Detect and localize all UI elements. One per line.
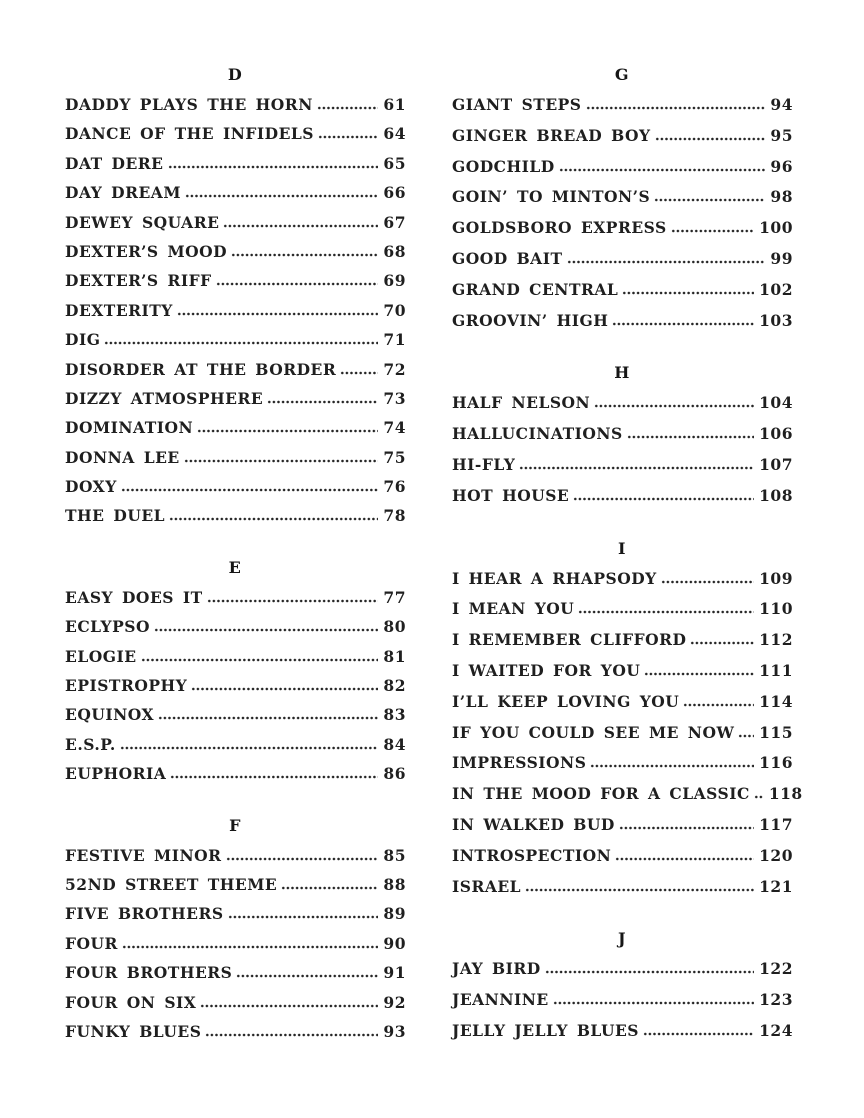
index-entry	[65, 413, 406, 442]
dot-leader	[754, 795, 764, 799]
index-entry	[65, 583, 406, 612]
section-heading: J	[617, 929, 628, 949]
entry-title: HOT HOUSE	[452, 485, 570, 505]
entry-page-number: 106	[759, 424, 793, 444]
dot-leader	[644, 672, 754, 676]
index-entry	[65, 730, 406, 759]
entry-title: I HEAR A RHAPSODY	[452, 568, 657, 588]
entry-title: GINGER BREAD BOY	[452, 125, 651, 145]
entry-title: IN THE MOOD FOR A CLASSIC	[452, 784, 750, 804]
entry-page-number: 93	[383, 1021, 406, 1041]
index-section-G	[452, 60, 793, 336]
index-section-J	[452, 924, 793, 1046]
dot-leader	[340, 371, 378, 375]
dot-leader	[281, 886, 378, 890]
entry-title: DONNA LEE	[65, 447, 180, 467]
entry-page-number: 91	[383, 963, 406, 983]
index-entry	[65, 958, 406, 987]
dot-leader	[168, 165, 379, 169]
index-entry	[452, 121, 793, 152]
entry-title: I’LL KEEP LOVING YOU	[452, 691, 680, 711]
dot-leader	[177, 312, 379, 316]
entry-page-number: 75	[383, 447, 406, 467]
entry-page-number: 99	[770, 248, 793, 268]
dot-leader	[519, 466, 754, 470]
entry-page-number: 123	[759, 990, 793, 1010]
index-entry	[452, 564, 793, 595]
dot-leader	[525, 888, 754, 892]
dot-leader	[121, 488, 379, 492]
entry-page-number: 121	[759, 876, 793, 896]
entry-title: GROOVIN’ HIGH	[452, 310, 609, 330]
index-entry	[65, 642, 406, 671]
entry-title: IF YOU COULD SEE ME NOW	[452, 722, 735, 742]
index-entry	[65, 208, 406, 237]
index-entry	[452, 656, 793, 687]
entry-page-number: 73	[383, 388, 406, 408]
index-entry	[65, 443, 406, 472]
index-entry	[452, 841, 793, 872]
dot-leader	[671, 229, 754, 233]
entry-title: EUPHORIA	[65, 764, 167, 784]
entry-title: DIZZY ATMOSPHERE	[65, 388, 264, 408]
index-entry	[65, 1017, 406, 1046]
dot-leader	[654, 198, 765, 202]
entry-page-number: 120	[759, 845, 793, 865]
index-entry	[65, 266, 406, 295]
index-entry	[65, 90, 406, 119]
index-entry	[452, 244, 793, 275]
section-heading: H	[614, 363, 631, 383]
dot-leader	[141, 658, 379, 662]
index-entry	[452, 182, 793, 213]
section-heading: E	[228, 557, 243, 577]
dot-leader	[191, 687, 378, 691]
index-entry	[65, 384, 406, 413]
dot-leader	[154, 628, 378, 632]
dot-leader	[267, 400, 378, 404]
dot-leader	[586, 106, 766, 110]
entry-page-number: 111	[759, 660, 793, 680]
entry-title: GODCHILD	[452, 156, 555, 176]
index-entry	[65, 899, 406, 928]
index-entry	[452, 748, 793, 779]
index-entry	[65, 472, 406, 501]
entry-title: ELOGIE	[65, 646, 137, 666]
dot-leader	[185, 194, 378, 198]
entry-page-number: 116	[759, 753, 793, 773]
entry-title: I WAITED FOR YOU	[452, 660, 641, 680]
entry-title: JAY BIRD	[452, 959, 541, 979]
index-section-D	[65, 60, 406, 531]
entry-page-number: 110	[759, 599, 793, 619]
entry-page-number: 124	[759, 1020, 793, 1040]
entry-title: DOMINATION	[65, 418, 194, 438]
entry-title: I REMEMBER CLIFFORD	[452, 630, 687, 650]
entry-title: E.S.P.	[65, 734, 116, 754]
entry-page-number: 84	[383, 734, 406, 754]
entry-page-number: 102	[759, 279, 793, 299]
index-entry	[65, 671, 406, 700]
index-entry	[452, 718, 793, 749]
index-entry	[65, 119, 406, 148]
entry-title: IMPRESSIONS	[452, 753, 587, 773]
index-entry	[452, 213, 793, 244]
dot-leader	[655, 137, 766, 141]
index-entry	[452, 625, 793, 656]
index-entry	[452, 388, 793, 419]
index-entry	[452, 810, 793, 841]
index-entry	[452, 872, 793, 903]
entry-page-number: 90	[383, 933, 406, 953]
dot-leader	[104, 341, 378, 345]
section-heading: D	[227, 65, 244, 84]
dot-leader	[567, 260, 766, 264]
dot-leader	[318, 135, 378, 139]
index-section-F	[65, 811, 406, 1047]
index-column-right	[452, 60, 803, 1047]
section-heading: G	[614, 65, 631, 84]
entry-page-number: 81	[383, 646, 406, 666]
entry-page-number: 117	[759, 814, 793, 834]
entry-page-number: 83	[383, 705, 406, 725]
dot-leader	[216, 282, 379, 286]
entry-title: HI-FLY	[452, 454, 516, 474]
dot-leader	[184, 459, 379, 463]
dot-leader	[615, 857, 754, 861]
dot-leader	[231, 253, 378, 257]
entry-page-number: 103	[759, 310, 793, 330]
index-entry	[452, 152, 793, 183]
dot-leader	[169, 517, 378, 521]
dot-leader	[578, 610, 754, 614]
entry-page-number: 108	[759, 485, 793, 505]
entry-title: ECLYPSO	[65, 617, 150, 637]
dot-leader	[226, 857, 379, 861]
entry-page-number: 114	[759, 691, 793, 711]
entry-page-number: 64	[383, 124, 406, 144]
entry-page-number: 80	[383, 617, 406, 637]
index-column-left	[65, 60, 406, 1046]
entry-page-number: 68	[383, 241, 406, 261]
entry-page-number: 67	[383, 212, 406, 232]
entry-page-number: 89	[383, 904, 406, 924]
entry-title: EASY DOES IT	[65, 587, 203, 607]
entry-page-number: 115	[759, 722, 793, 742]
dot-leader	[170, 775, 378, 779]
entry-title: FOUR ON SIX	[65, 992, 197, 1012]
entry-page-number: 66	[383, 183, 406, 203]
entry-page-number: 69	[383, 271, 406, 291]
index-entry	[65, 988, 406, 1017]
entry-page-number: 71	[383, 330, 406, 350]
entry-title: DEXTER’S RIFF	[65, 271, 212, 291]
dot-leader	[683, 703, 754, 707]
entry-page-number: 107	[759, 454, 793, 474]
entry-page-number: 65	[383, 153, 406, 173]
dot-leader	[553, 1001, 754, 1005]
entry-page-number: 112	[759, 630, 793, 650]
section-heading: I	[618, 538, 627, 558]
index-entry	[452, 1016, 793, 1047]
index-entry	[65, 841, 406, 870]
dot-leader	[559, 168, 766, 172]
dot-leader	[619, 826, 754, 830]
entry-title: FESTIVE MINOR	[65, 845, 222, 865]
entry-title: GIANT STEPS	[452, 95, 582, 114]
dot-leader	[594, 404, 754, 408]
index-entry	[65, 870, 406, 899]
entry-page-number: 88	[383, 874, 406, 894]
entry-page-number: 94	[770, 95, 793, 114]
entry-title: FOUR	[65, 933, 118, 953]
entry-page-number: 92	[383, 992, 406, 1012]
index-section-H	[452, 358, 793, 511]
index-entry	[452, 306, 793, 337]
dot-leader	[738, 734, 754, 738]
index-entry	[452, 275, 793, 306]
entry-title: DAT DERE	[65, 153, 164, 173]
index-entry	[65, 237, 406, 266]
index-entry	[65, 296, 406, 325]
entry-page-number: 70	[383, 300, 406, 320]
entry-title: FIVE BROTHERS	[65, 904, 224, 924]
index-section-I	[452, 534, 803, 903]
index-entry	[452, 687, 793, 718]
entry-title: JEANNINE	[452, 990, 549, 1010]
entry-title: INTROSPECTION	[452, 845, 612, 865]
entry-page-number: 104	[759, 393, 793, 413]
entry-page-number: 98	[770, 187, 793, 207]
entry-page-number: 74	[383, 418, 406, 438]
index-entry	[452, 779, 803, 810]
index-entry	[452, 954, 793, 985]
dot-leader	[122, 945, 379, 949]
entry-title: FOUR BROTHERS	[65, 963, 233, 983]
entry-title: EQUINOX	[65, 705, 155, 725]
entry-title: 52ND STREET THEME	[65, 874, 278, 894]
index-entry	[65, 612, 406, 641]
dot-leader	[573, 497, 754, 501]
entry-page-number: 61	[383, 95, 406, 114]
entry-title: DEWEY SQUARE	[65, 212, 220, 232]
dot-leader	[690, 641, 754, 645]
index-entry	[452, 90, 793, 121]
index-entry	[452, 985, 793, 1016]
index-entry	[65, 325, 406, 354]
dot-leader	[622, 291, 754, 295]
entry-page-number: 96	[770, 156, 793, 176]
dot-leader	[120, 746, 379, 750]
dot-leader	[205, 1033, 378, 1037]
entry-title: DEXTER’S MOOD	[65, 241, 228, 261]
dot-leader	[200, 1004, 378, 1008]
entry-page-number: 76	[383, 477, 406, 497]
entry-title: THE DUEL	[65, 506, 166, 526]
dot-leader	[228, 915, 379, 919]
entry-title: GOLDSBORO EXPRESS	[452, 218, 667, 238]
entry-title: ISRAEL	[452, 876, 522, 896]
entry-title: GRAND CENTRAL	[452, 279, 619, 299]
entry-title: DAY DREAM	[65, 183, 181, 203]
section-heading: F	[229, 815, 242, 835]
index-entry	[452, 594, 793, 625]
entry-title: DADDY PLAYS THE HORN	[65, 95, 313, 114]
dot-leader	[643, 1032, 754, 1036]
dot-leader	[612, 322, 754, 326]
entry-title: GOOD BAIT	[452, 248, 563, 268]
dot-leader	[590, 764, 754, 768]
dot-leader	[158, 716, 378, 720]
dot-leader	[317, 106, 379, 110]
entry-page-number: 86	[383, 764, 406, 784]
dot-leader	[661, 580, 754, 584]
entry-title: EPISTROPHY	[65, 676, 188, 696]
entry-title: HALLUCINATIONS	[452, 424, 623, 444]
entry-title: HALF NELSON	[452, 393, 591, 413]
dot-leader	[627, 435, 754, 439]
index-entry	[65, 759, 406, 788]
index-entry	[65, 149, 406, 178]
index-entry	[452, 450, 793, 481]
entry-page-number: 77	[383, 587, 406, 607]
entry-page-number: 72	[383, 359, 406, 379]
entry-page-number: 100	[759, 218, 793, 238]
entry-title: I MEAN YOU	[452, 599, 575, 619]
index-entry	[452, 419, 793, 450]
entry-title: DEXTERITY	[65, 300, 173, 320]
entry-page-number: 122	[759, 959, 793, 979]
entry-page-number: 85	[383, 845, 406, 865]
index-entry	[65, 700, 406, 729]
entry-page-number: 118	[768, 784, 803, 804]
dot-leader	[197, 429, 378, 433]
entry-page-number: 82	[383, 676, 406, 696]
entry-title: DISORDER AT THE BORDER	[65, 359, 337, 379]
index-entry	[452, 481, 793, 512]
dot-leader	[223, 224, 378, 228]
entry-page-number: 78	[383, 506, 406, 526]
entry-title: DANCE OF THE INFIDELS	[65, 124, 314, 144]
entry-title: FUNKY BLUES	[65, 1021, 202, 1041]
entry-title: GOIN’ TO MINTON’S	[452, 187, 651, 207]
entry-title: IN WALKED BUD	[452, 814, 615, 834]
index-entry	[65, 355, 406, 384]
index-entry	[65, 501, 406, 530]
dot-leader	[545, 970, 754, 974]
dot-leader	[236, 974, 378, 978]
index-entry	[65, 178, 406, 207]
index-entry	[65, 929, 406, 958]
dot-leader	[207, 599, 379, 603]
entry-title: DIG	[65, 330, 101, 350]
entry-page-number: 109	[759, 568, 793, 588]
entry-page-number: 95	[770, 125, 793, 145]
entry-title: JELLY JELLY BLUES	[452, 1020, 640, 1040]
entry-title: DOXY	[65, 477, 117, 497]
index-section-E	[65, 553, 406, 789]
